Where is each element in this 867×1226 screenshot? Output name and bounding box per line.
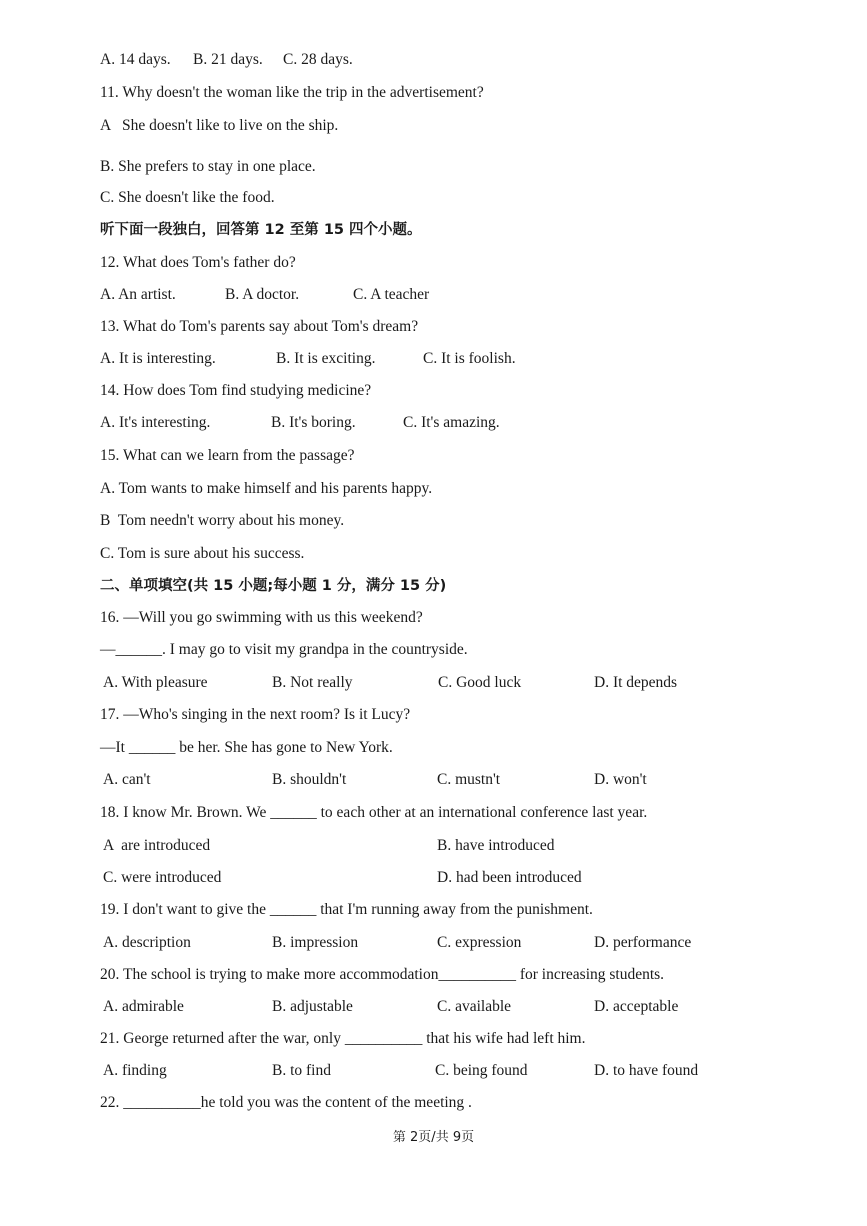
q16-option-d: D. It depends (594, 674, 678, 691)
q16-option-c: C. Good luck (438, 674, 522, 691)
q18-option-a: A are introduced (103, 837, 211, 854)
q19-option-a: A. description (103, 934, 191, 951)
q20-stem: 20. The school is trying to make more accommodation__________ for increasing students. (100, 966, 665, 983)
q20-option-c: C. available (437, 998, 512, 1015)
q18-option-b: B. have introduced (437, 837, 555, 854)
q19-option-c: C. expression (437, 934, 522, 951)
q12-option-b: B. A doctor. (225, 286, 300, 303)
q16-option-a: A. With pleasure (103, 674, 208, 691)
q14-option-c: C. It's amazing. (403, 414, 500, 431)
q10-option-b: B. 21 days. (193, 51, 263, 68)
q17-line2: —It ______ be her. She has gone to New York. (100, 739, 393, 756)
q21-stem: 21. George returned after the war, only __________ that his wife had left him. (100, 1030, 586, 1047)
q21-option-c: C. being found (435, 1062, 528, 1079)
q14-option-b: B. It's boring. (271, 414, 356, 431)
q17-option-d: D. won't (594, 771, 647, 788)
q16-line1: 16. —Will you go swimming with us this weekend? (100, 609, 423, 626)
q19-option-b: B. impression (272, 934, 359, 951)
q11-option-b: B. She prefers to stay in one place. (100, 158, 316, 175)
q14-stem: 14. How does Tom find studying medicine? (100, 382, 372, 399)
q13-option-c: C. It is foolish. (423, 350, 516, 367)
q12-option-a: A. An artist. (100, 286, 176, 303)
section-monologue-heading: 听下面一段独白，回答第 12 至第 15 四个小题。 (100, 222, 422, 238)
q18-stem: 18. I know Mr. Brown. We ______ to each other at an international conference last year. (100, 804, 648, 821)
q11-option-c: C. She doesn't like the food. (100, 189, 275, 206)
q17-option-b: B. shouldn't (272, 771, 347, 788)
q20-option-a: A. admirable (103, 998, 184, 1015)
q12-option-c: C. A teacher (353, 286, 430, 303)
q13-option-b: B. It is exciting. (276, 350, 376, 367)
q14-option-a: A. It's interesting. (100, 414, 211, 431)
q10-option-c: C. 28 days. (283, 51, 353, 68)
q20-option-d: D. acceptable (594, 998, 679, 1015)
q21-option-b: B. to find (272, 1062, 331, 1079)
q16-line2: —______. I may go to visit my grandpa in the countryside. (100, 641, 468, 658)
q12-stem: 12. What does Tom's father do? (100, 254, 296, 271)
q17-option-c: C. mustn't (437, 771, 501, 788)
q15-stem: 15. What can we learn from the passage? (100, 447, 355, 464)
q21-option-d: D. to have found (594, 1062, 699, 1079)
q20-option-b: B. adjustable (272, 998, 353, 1015)
q18-option-c: C. were introduced (103, 869, 222, 886)
q17-option-a: A. can't (103, 771, 151, 788)
q13-option-a: A. It is interesting. (100, 350, 216, 367)
q11-stem: 11. Why doesn't the woman like the trip in the advertisement? (100, 84, 484, 101)
q15-option-b: B Tom needn't worry about his money. (100, 512, 345, 529)
q11-option-a: A She doesn't like to live on the ship. (100, 117, 339, 134)
q19-option-d: D. performance (594, 934, 692, 951)
page-number-footer: 第 2页/共 9页 (392, 1130, 475, 1145)
q16-option-b: B. Not really (272, 674, 353, 691)
section-two-heading: 二、单项填空(共 15 小题;每小题 1 分，满分 15 分) (100, 578, 447, 594)
q15-option-c: C. Tom is sure about his success. (100, 545, 305, 562)
q17-line1: 17. —Who's singing in the next room? Is it Lucy? (100, 706, 411, 723)
q21-option-a: A. finding (103, 1062, 167, 1079)
q13-stem: 13. What do Tom's parents say about Tom's dream? (100, 318, 419, 335)
q22-stem: 22. __________he told you was the content of the meeting . (100, 1094, 472, 1111)
q15-option-a: A. Tom wants to make himself and his parents happy. (100, 480, 433, 497)
q19-stem: 19. I don't want to give the ______ that I'm running away from the punishment. (100, 901, 593, 918)
q10-option-a: A. 14 days. (100, 51, 171, 68)
q18-option-d: D. had been introduced (437, 869, 582, 886)
